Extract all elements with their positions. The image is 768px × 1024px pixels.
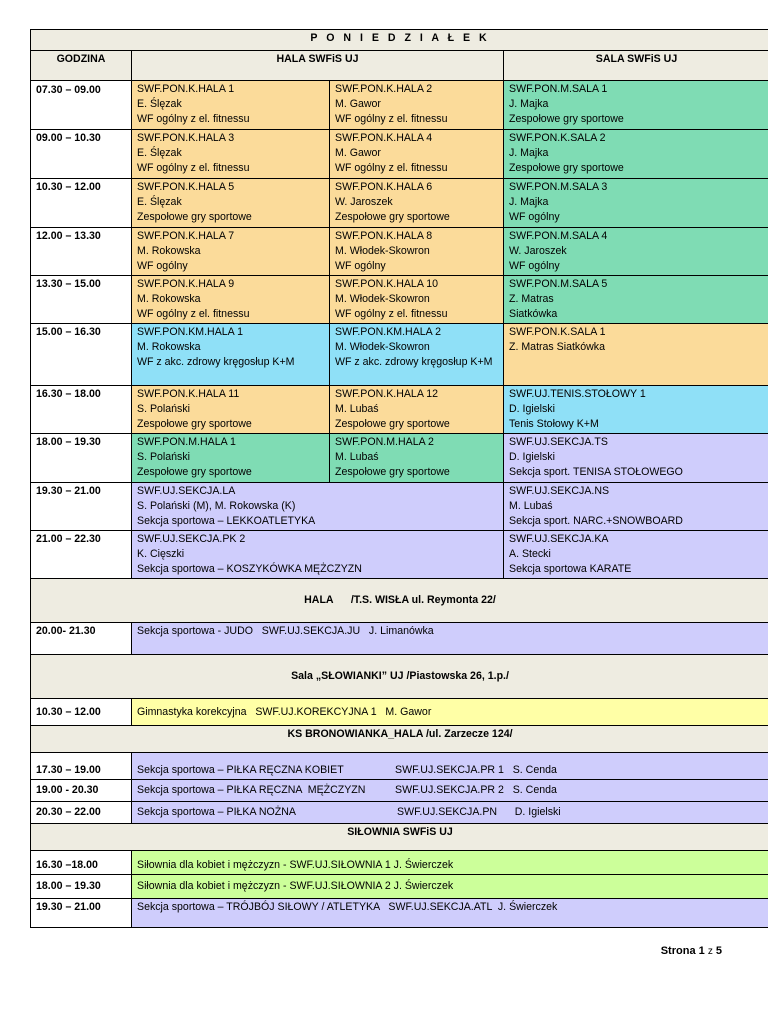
- class-cell: SWF.UJ.SEKCJA.TS D. Igielski Sekcja sport. TENISA STOŁOWEGO: [504, 434, 768, 483]
- activity-cell: Siłownia dla kobiet i mężczyzn - SWF.UJ.SIŁOWNIA 2 J. Świerczek: [132, 875, 768, 899]
- class-cell: SWF.PON.K.HALA 3 E. Ślęzak WF ogólny z el. fitnessu: [132, 130, 330, 179]
- class-cell: SWF.PON.K.SALA 1 Z. Matras Siatkówka: [504, 324, 768, 386]
- class-cell: SWF.PON.K.HALA 5 E. Ślęzak Zespołowe gry sportowe: [132, 179, 330, 228]
- schedule-sheet: [30, 29, 768, 928]
- class-cell: SWF.PON.M.SALA 4 W. Jaroszek WF ogólny: [504, 228, 768, 276]
- class-cell: SWF.PON.K.HALA 4 M. Gawor WF ogólny z el. fitnessu: [330, 130, 504, 179]
- class-cell: SWF.PON.K.HALA 1 E. Ślęzak WF ogólny z el. fitnessu: [132, 81, 330, 130]
- time-cell: 21.00 – 22.30: [31, 531, 132, 579]
- time-cell: 16.30 –18.00: [31, 851, 132, 875]
- time-cell: 13.30 – 15.00: [31, 276, 132, 324]
- activity-cell: Siłownia dla kobiet i mężczyzn - SWF.UJ.SIŁOWNIA 1 J. Świerczek: [132, 851, 768, 875]
- class-cell: SWF.PON.K.HALA 12 M. Lubaś Zespołowe gry sportowe: [330, 386, 504, 434]
- section-title: SIŁOWNIA SWFiS UJ: [31, 824, 768, 851]
- header-godzina: GODZINA: [31, 51, 132, 81]
- time-cell: 12.00 – 13.30: [31, 228, 132, 276]
- time-cell: 20.30 – 22.00: [31, 802, 132, 824]
- class-cell: SWF.PON.K.HALA 6 W. Jaroszek Zespołowe gry sportowe: [330, 179, 504, 228]
- activity-cell: Sekcja sportowa – PIŁKA RĘCZNA KOBIET SWF.UJ.SEKCJA.PR 1 S. Cenda: [132, 753, 768, 780]
- class-cell: SWF.UJ.SEKCJA.PK 2 K. Cięszki Sekcja sportowa – KOSZYKÓWKA MĘŻCZYZN: [132, 531, 504, 579]
- schedule-table: [30, 29, 768, 928]
- class-cell: SWF.PON.M.HALA 1 S. Polański Zespołowe gry sportowe: [132, 434, 330, 483]
- time-cell: 20.00- 21.30: [31, 623, 132, 655]
- time-cell: 07.30 – 09.00: [31, 81, 132, 130]
- class-cell: SWF.PON.M.SALA 3 J. Majka WF ogólny: [504, 179, 768, 228]
- time-cell: 19.00 - 20.30: [31, 780, 132, 802]
- class-cell: SWF.UJ.SEKCJA.NS M. Lubaś Sekcja sport. NARC.+SNOWBOARD: [504, 483, 768, 531]
- section-title: HALA /T.S. WISŁA ul. Reymonta 22/: [31, 579, 768, 623]
- class-cell: SWF.PON.K.HALA 11 S. Polański Zespołowe gry sportowe: [132, 386, 330, 434]
- section-title: Sala „SŁOWIANKI” UJ /Piastowska 26, 1.p./: [31, 655, 768, 699]
- class-cell: SWF.UJ.TENIS.STOŁOWY 1 D. Igielski Tenis Stołowy K+M: [504, 386, 768, 434]
- time-cell: 19.30 – 21.00: [31, 483, 132, 531]
- time-cell: 09.00 – 10.30: [31, 130, 132, 179]
- class-cell: SWF.UJ.SEKCJA.KA A. Stecki Sekcja sportowa KARATE: [504, 531, 768, 579]
- time-cell: 16.30 – 18.00: [31, 386, 132, 434]
- page-footer: Strona 1 z 5: [660, 945, 722, 957]
- time-cell: 17.30 – 19.00: [31, 753, 132, 780]
- time-cell: 18.00 – 19.30: [31, 875, 132, 899]
- activity-cell: Gimnastyka korekcyjna SWF.UJ.KOREKCYJNA 1 M. Gawor: [132, 699, 768, 726]
- class-cell: SWF.PON.K.HALA 8 M. Włodek-Skowron WF ogólny: [330, 228, 504, 276]
- activity-cell: Sekcja sportowa – TRÓJBÓJ SIŁOWY / ATLETYKA SWF.UJ.SEKCJA.ATL J. Świerczek: [132, 899, 768, 928]
- day-title: P O N I E D Z I A Ł E K: [31, 30, 768, 51]
- activity-cell: Sekcja sportowa – PIŁKA RĘCZNA MĘŻCZYZN SWF.UJ.SEKCJA.PR 2 S. Cenda: [132, 780, 768, 802]
- class-cell: SWF.PON.M.SALA 1 J. Majka Zespołowe gry sportowe: [504, 81, 768, 130]
- class-cell: SWF.PON.K.HALA 10 M. Włodek-Skowron WF ogólny z el. fitnessu: [330, 276, 504, 324]
- time-cell: 10.30 – 12.00: [31, 179, 132, 228]
- class-cell: SWF.PON.M.HALA 2 M. Lubaś Zespołowe gry sportowe: [330, 434, 504, 483]
- time-cell: 15.00 – 16.30: [31, 324, 132, 386]
- activity-cell: Sekcja sportowa – PIŁKA NOŻNA SWF.UJ.SEKCJA.PN D. Igielski: [132, 802, 768, 824]
- section-title: KS BRONOWIANKA_HALA /ul. Zarzecze 124/: [31, 726, 768, 753]
- class-cell: SWF.PON.KM.HALA 1 M. Rokowska WF z akc. zdrowy kręgosłup K+M: [132, 324, 330, 386]
- class-cell: SWF.PON.KM.HALA 2 M. Włodek-Skowron WF z akc. zdrowy kręgosłup K+M: [330, 324, 504, 386]
- time-cell: 18.00 – 19.30: [31, 434, 132, 483]
- time-cell: 19.30 – 21.00: [31, 899, 132, 928]
- class-cell: SWF.PON.K.HALA 2 M. Gawor WF ogólny z el. fitnessu: [330, 81, 504, 130]
- header-hala: HALA SWFiS UJ: [132, 51, 504, 81]
- class-cell: SWF.UJ.SEKCJA.LA S. Polański (M), M. Rokowska (K) Sekcja sportowa – LEKKOATLETYKA: [132, 483, 504, 531]
- class-cell: SWF.PON.K.SALA 2 J. Majka Zespołowe gry sportowe: [504, 130, 768, 179]
- time-cell: 10.30 – 12.00: [31, 699, 132, 726]
- class-cell: SWF.PON.K.HALA 9 M. Rokowska WF ogólny z el. fitnessu: [132, 276, 330, 324]
- header-sala: SALA SWFiS UJ: [504, 51, 768, 81]
- class-cell: SWF.PON.M.SALA 5 Z. Matras Siatkówka: [504, 276, 768, 324]
- class-cell: SWF.PON.K.HALA 7 M. Rokowska WF ogólny: [132, 228, 330, 276]
- activity-cell: Sekcja sportowa - JUDO SWF.UJ.SEKCJA.JU J. Limanówka: [132, 623, 768, 655]
